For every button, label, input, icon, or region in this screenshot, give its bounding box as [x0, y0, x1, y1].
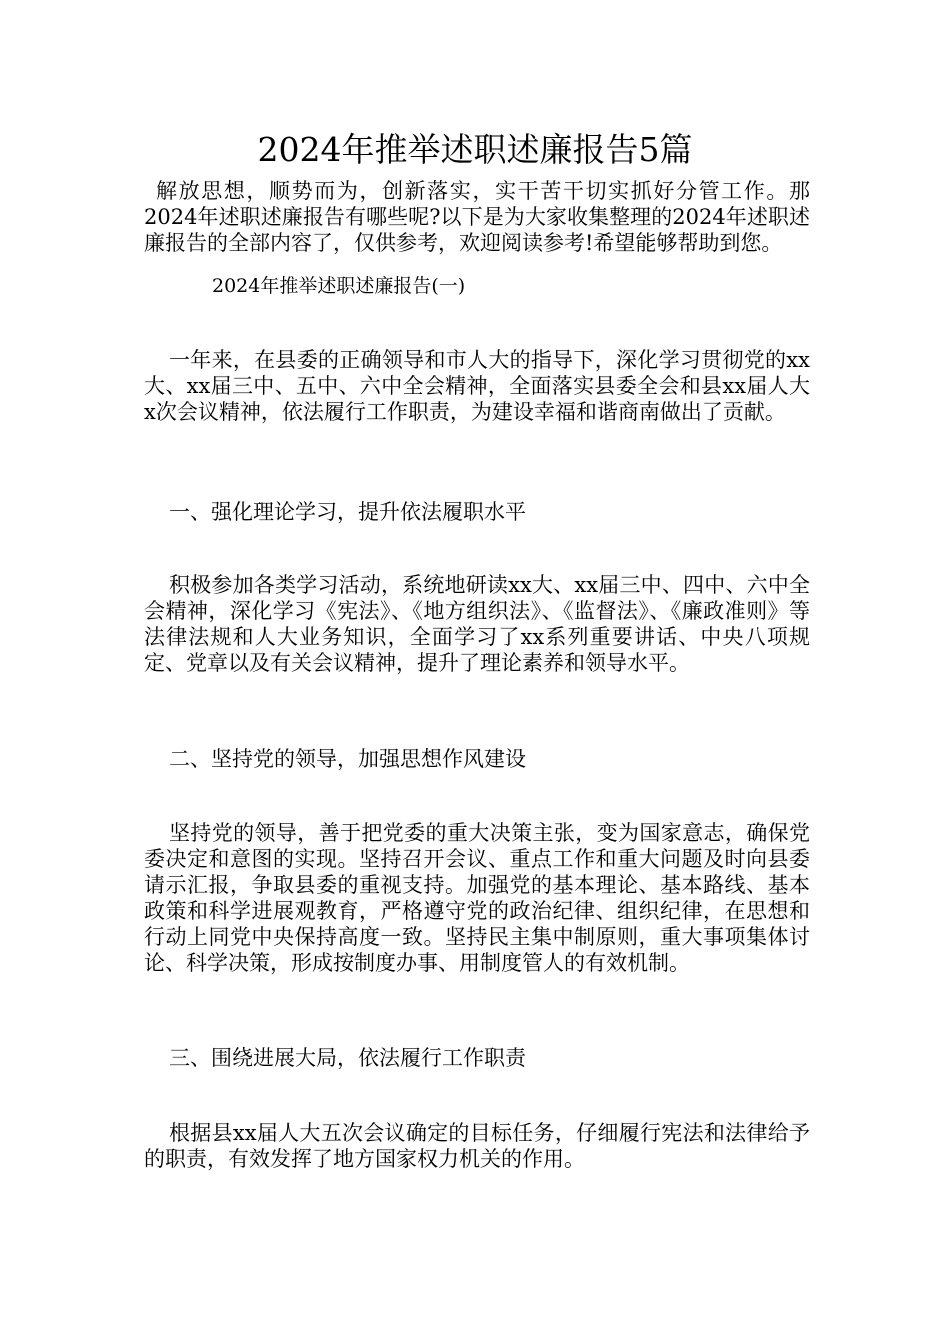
- section-heading-3: 三、围绕进展大局，依法履行工作职责: [169, 1046, 526, 1070]
- intro-paragraph: 解放思想，顺势而为，创新落实，实干苦干切实抓好分管工作。那2024年述职述廉报告有哪些呢?以下是为大家收集整理的2024年述职述廉报告的全部内容了，仅供参考，欢迎阅读参考!希望能够帮助到您。: [144, 179, 810, 255]
- document-title: 2024年推举述职述廉报告5篇: [257, 130, 693, 169]
- section-heading-2: 二、坚持党的领导，加强思想作风建设: [169, 747, 526, 771]
- body-paragraph-1: 一年来，在县委的正确领导和市人大的指导下，深化学习贯彻党的xx大、xx届三中、五中、六中全会精神，全面落实县委全会和县xx届人大x次会议精神，依法履行工作职责，为建设幸福和谐商南做出了贡献。: [144, 348, 810, 424]
- section-subtitle: 2024年推举述职述廉报告(一): [212, 275, 466, 297]
- body-paragraph-4: 根据县xx届人大五次会议确定的目标任务，仔细履行宪法和法律给予的职责，有效发挥了地方国家权力机关的作用。: [144, 1121, 810, 1171]
- section-heading-1: 一、强化理论学习，提升依法履职水平: [169, 500, 526, 524]
- body-paragraph-2: 积极参加各类学习活动，系统地研读xx大、xx届三中、四中、六中全会精神，深化学习《宪法》、《地方组织法》、《监督法》、《廉政准则》等法律法规和人大业务知识，全面学习了xx系列重要讲话、中央八项规定、党章以及有关会议精神，提升了理论素养和领导水平。: [144, 573, 810, 675]
- body-paragraph-3: 坚持党的领导，善于把党委的重大决策主张，变为国家意志，确保党委决定和意图的实现。坚持召开会议、重点工作和重大问题及时向县委请示汇报，争取县委的重视支持。加强党的基本理论、基本路线、基本政策和科学进展观教育，严格遵守党的政治纪律、组织纪律，在思想和行动上同党中央保持高度一致。坚持民主集中制原则，重大事项集体讨论、科学决策，形成按制度办事、用制度管人的有效机制。: [144, 821, 810, 975]
